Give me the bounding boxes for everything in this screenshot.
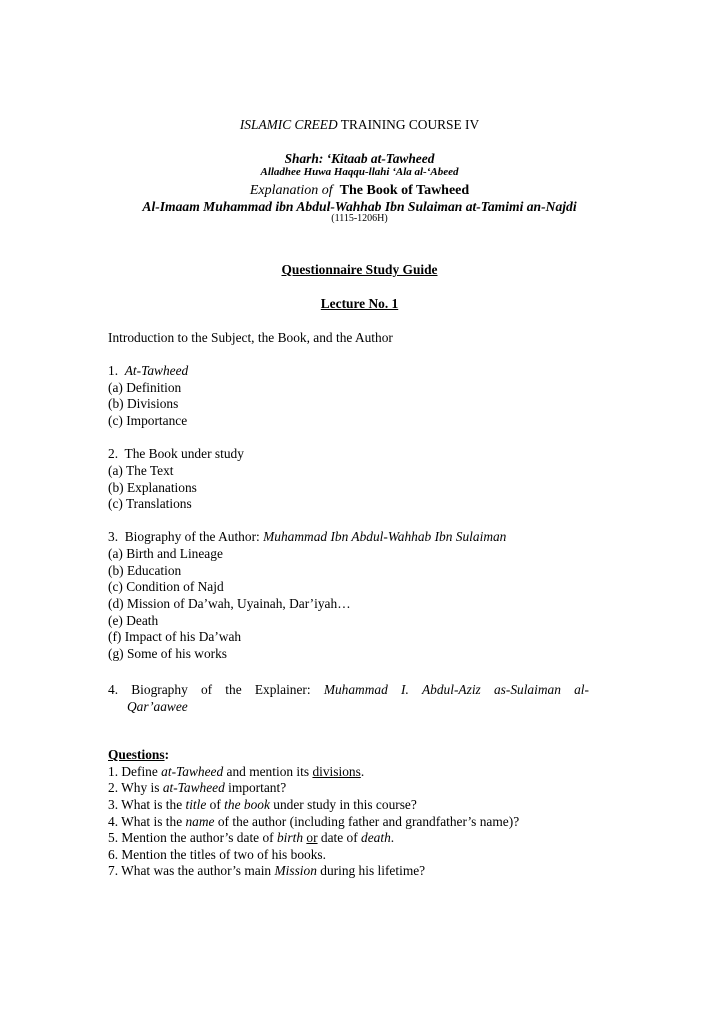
section-3-title: Biography of the Author:: [124, 529, 260, 544]
section-1-heading: [108, 364, 188, 377]
question-4: [108, 815, 519, 828]
section-4-paragraph: [108, 681, 589, 715]
question-6: 6. Mention the titles of two of his books.: [108, 847, 326, 862]
intro-line: Introduction to the Subject, the Book, and the Author: [108, 330, 393, 345]
section-4-line-1: [108, 681, 589, 698]
section-2-heading: [108, 447, 244, 460]
explanation-of-label: Explanation of: [249, 183, 333, 198]
section-2-number: 2.: [108, 446, 119, 461]
question-text: at-Tawheed: [162, 780, 225, 795]
section-4-name-word: Abdul-Aziz: [421, 682, 481, 697]
list-item: (c) Translations: [108, 496, 192, 511]
question-text: or: [306, 830, 318, 845]
question-text: divisions: [312, 764, 361, 779]
list-item: (b) Divisions: [108, 396, 179, 411]
section-4-word: the: [225, 682, 242, 697]
book-title: The Book of Tawheed: [339, 183, 470, 198]
section-1-title: At-Tawheed: [124, 363, 189, 378]
question-2: [108, 781, 286, 794]
question-text: death: [361, 830, 391, 845]
question-text: 5. Mention the author’s date of: [108, 830, 277, 845]
section-4-line-2: Qar’aawee: [127, 699, 188, 714]
section-3-author-name: Muhammad Ibn Abdul-Wahhab Ibn Sulaiman: [263, 529, 507, 544]
list-item: (c) Condition of Najd: [108, 579, 224, 594]
list-item: (b) Explanations: [108, 480, 197, 495]
section-4-name-word: as-Sulaiman: [493, 682, 561, 697]
question-text: name: [185, 814, 215, 829]
question-1: [108, 765, 364, 778]
question-text: during his lifetime?: [316, 863, 426, 878]
question-text: 1. Define: [108, 764, 162, 779]
question-text: 4. What is the: [108, 814, 186, 829]
question-text: of the author (including father and grandfather’s name)?: [214, 814, 520, 829]
explanation-line: [0, 184, 719, 198]
list-item: (e) Death: [108, 613, 159, 628]
list-item: (c) Importance: [108, 413, 188, 428]
question-text: title: [185, 797, 207, 812]
section-4-word: Biography: [131, 682, 188, 697]
course-title: [0, 118, 719, 131]
lecture-number: Lecture No. 1: [320, 296, 399, 311]
question-text: 2. Why is: [108, 780, 163, 795]
section-4-name-word: I.: [400, 682, 409, 697]
alladhee-subtitle: Alladhee Huwa Haqqu-llahi ‘Ala al-‘Abeed: [260, 166, 459, 178]
question-3: [108, 798, 417, 811]
sharh-title: Sharh: ‘Kitaab at-Tawheed: [284, 151, 435, 166]
section-3-heading: [108, 530, 506, 543]
question-text: under study in this course?: [269, 797, 417, 812]
question-text: 7. What was the author’s main: [108, 863, 275, 878]
question-text: of: [206, 797, 225, 812]
list-item: (f) Impact of his Da’wah: [108, 629, 242, 644]
questions-heading-colon: :: [164, 747, 170, 762]
author-full-name: Al-Imaam Muhammad ibn Abdul-Wahhab Ibn Sulaiman at-Tamimi an-Najdi: [142, 199, 577, 214]
list-item: (b) Education: [108, 563, 182, 578]
section-2-title: The Book under study: [124, 446, 244, 461]
question-text: birth: [276, 830, 304, 845]
question-text: important?: [224, 780, 287, 795]
guide-title: Questionnaire Study Guide: [281, 262, 438, 277]
list-item: (a) Definition: [108, 380, 182, 395]
question-5: [108, 831, 394, 844]
question-7: [108, 864, 425, 877]
course-title-italic: ISLAMIC CREED: [239, 117, 338, 132]
section-4-name-word: Muhammad: [323, 682, 388, 697]
section-4-word: of: [200, 682, 213, 697]
course-title-rest: TRAINING COURSE IV: [340, 117, 480, 132]
list-item: (g) Some of his works: [108, 646, 228, 661]
questions-heading: [108, 748, 169, 761]
question-text: at-Tawheed: [161, 764, 224, 779]
section-1-number: 1.: [108, 363, 119, 378]
questions-heading-text: Questions: [108, 747, 165, 762]
question-text: the book: [224, 797, 270, 812]
list-item: (d) Mission of Da’wah, Uyainah, Dar’iyah…: [108, 596, 351, 611]
question-text: Mission: [274, 863, 317, 878]
section-4-name-word: al-: [574, 682, 589, 697]
question-text: .: [390, 830, 395, 845]
list-item: (a) Birth and Lineage: [108, 546, 223, 561]
question-text: and mention its: [223, 764, 313, 779]
section-4-number: 4.: [108, 682, 119, 697]
section-3-number: 3.: [108, 529, 119, 544]
author-dates: (1115-1206H): [331, 213, 388, 224]
question-text: date of: [317, 830, 362, 845]
list-item: (a) The Text: [108, 463, 174, 478]
question-text: .: [360, 764, 365, 779]
question-text: 3. What is the: [108, 797, 186, 812]
section-4-word: Explainer:: [254, 682, 311, 697]
